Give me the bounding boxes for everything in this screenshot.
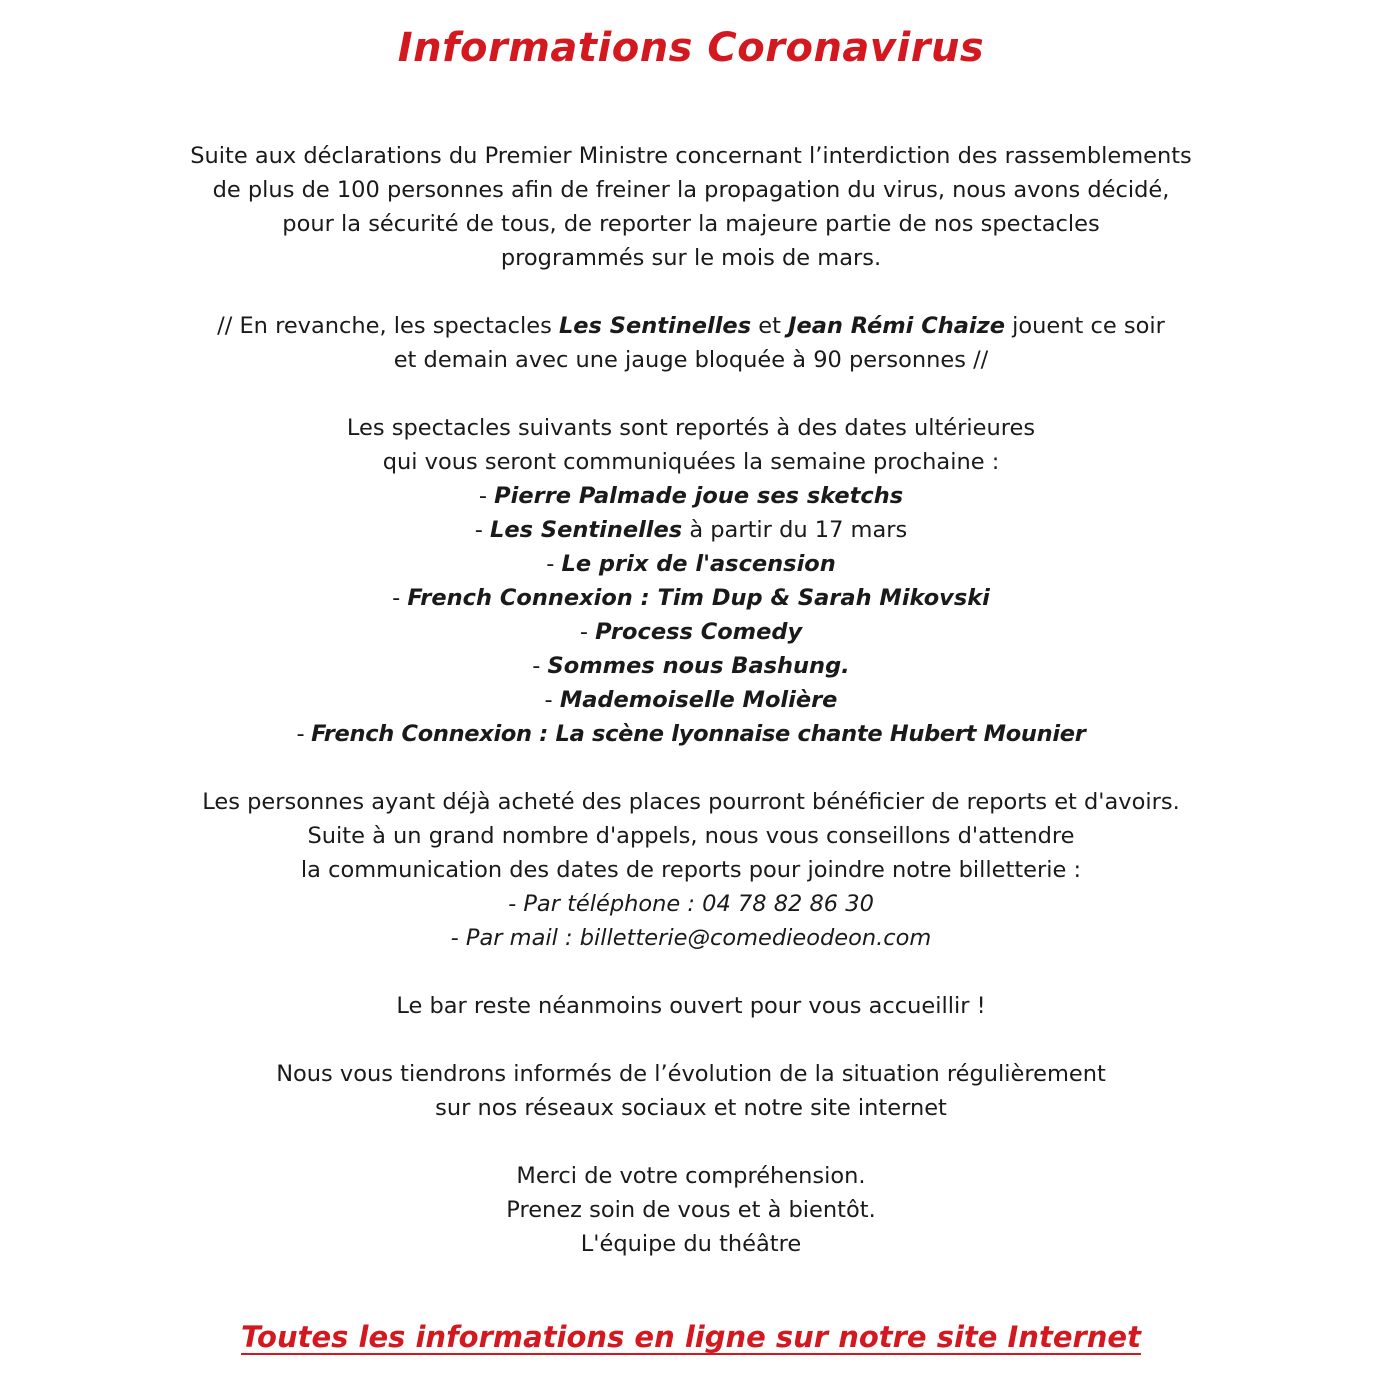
list-dash: - (544, 687, 560, 713)
show-title: Les Sentinelles (490, 517, 683, 543)
updates-line: Nous vous tiendrons informés de l’évolution de la situation régulièrement (276, 1061, 1106, 1087)
bar-notice: Le bar reste néanmoins ouvert pour vous accueillir ! (396, 993, 986, 1019)
intro-line: de plus de 100 personnes afin de freiner la propagation du virus, nous avons décidé, (212, 177, 1170, 203)
show-note: à partir du 17 mars (682, 517, 908, 543)
exception-line: et demain avec une jauge bloquée à 90 personnes // (393, 347, 989, 373)
signature: L'équipe du théâtre (580, 1231, 802, 1257)
list-item (0, 479, 1382, 513)
show-title: Le prix de l'ascension (561, 551, 836, 577)
announcement-body (0, 139, 1382, 1261)
list-item (0, 615, 1382, 649)
ticket-phone: - Par téléphone : 04 78 82 86 30 (508, 891, 874, 917)
list-dash: - (546, 551, 562, 577)
tickets-line: Les personnes ayant déjà acheté des places pourront bénéficier de reports et d'avoirs. (202, 789, 1180, 815)
postponed-intro: qui vous seront communiquées la semaine prochaine : (382, 449, 1000, 475)
updates-line: sur nos réseaux sociaux et notre site internet (435, 1095, 947, 1121)
list-item (0, 649, 1382, 683)
closing-line: Merci de votre compréhension. (516, 1163, 866, 1189)
list-dash: - (478, 483, 495, 509)
website-info-link[interactable]: Toutes les informations en ligne sur notre site Internet (241, 1320, 1141, 1354)
show-title: Sommes nous Bashung. (547, 653, 850, 679)
exception-prefix: // En revanche, les spectacles (217, 313, 559, 339)
list-dash: - (532, 653, 548, 679)
list-dash: - (296, 721, 312, 747)
intro-line: programmés sur le mois de mars. (500, 245, 882, 271)
exception-suffix: jouent ce soir (1004, 313, 1165, 339)
page-title: Informations Coronavirus (397, 25, 985, 71)
list-dash: - (474, 517, 491, 543)
postponed-intro: Les spectacles suivants sont reportés à des dates ultérieures (346, 415, 1036, 441)
list-item (0, 547, 1382, 581)
list-item (0, 581, 1382, 615)
website-info-link-wrapper (0, 1311, 1382, 1363)
ticket-email: - Par mail : billetterie@comedieodeon.com (450, 925, 932, 951)
list-dash: - (392, 585, 408, 611)
list-item (0, 513, 1382, 547)
list-item (0, 717, 1382, 751)
list-dash: - (579, 619, 596, 645)
show-title: Jean Rémi Chaize (788, 313, 1005, 339)
intro-line: pour la sécurité de tous, de reporter la majeure partie de nos spectacles (282, 211, 1100, 237)
intro-line: Suite aux déclarations du Premier Ministre concernant l’interdiction des rassemblements (190, 143, 1192, 169)
show-title: French Connexion : La scène lyonnaise chante Hubert Mounier (311, 721, 1086, 747)
show-title: Mademoiselle Molière (559, 687, 838, 713)
show-title: Process Comedy (595, 619, 803, 645)
tickets-line: Suite à un grand nombre d'appels, nous vous conseillons d'attendre (307, 823, 1075, 849)
tickets-line: la communication des dates de reports pour joindre notre billetterie : (300, 857, 1082, 883)
show-title: Les Sentinelles (558, 313, 752, 339)
exception-and: et (751, 313, 789, 339)
closing-line: Prenez soin de vous et à bientôt. (506, 1197, 876, 1223)
postponed-list (0, 479, 1382, 751)
show-title: Pierre Palmade joue ses sketchs (494, 483, 904, 509)
exception-line (0, 309, 1382, 343)
list-item (0, 683, 1382, 717)
show-title: French Connexion : Tim Dup & Sarah Mikovski (407, 585, 990, 611)
